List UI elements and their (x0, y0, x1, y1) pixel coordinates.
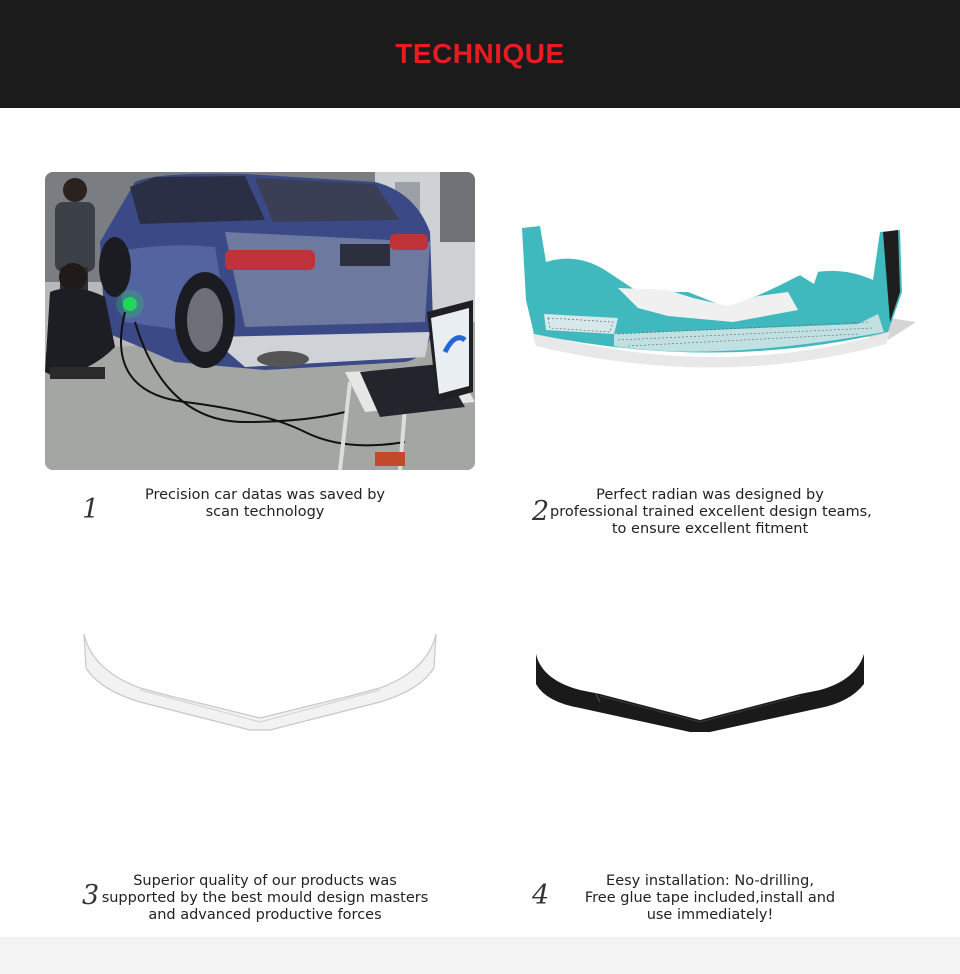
caption-4 (560, 873, 860, 924)
scan-model-bumper (518, 222, 918, 376)
caption-3-line: Superior quality of our products was (133, 873, 397, 889)
caption-2-line: to ensure excellent fitment (611, 521, 809, 537)
white-lip-illustration (80, 630, 440, 740)
caption-3-line: and advanced productive forces (148, 907, 382, 923)
caption-2-line: professional trained excellent design teams, (550, 504, 872, 520)
white-front-lip (80, 630, 440, 744)
caption-4-line: use immediately! (646, 907, 774, 923)
caption-4-line: Free glue tape included,install and (584, 890, 836, 906)
footer-strip (0, 937, 960, 974)
scan-model-illustration (518, 222, 918, 372)
caption-1-line: scan technology (205, 504, 325, 520)
caption-4-line: Eesy installation: No-drilling, (606, 873, 814, 889)
caption-2-line: Perfect radian was designed by (596, 487, 824, 503)
caption-1 (115, 487, 415, 521)
caption-3 (100, 873, 430, 924)
step-number-2: 2 (532, 496, 550, 527)
scan-photo-illustration (45, 172, 475, 470)
step-number-4: 4 (532, 880, 550, 911)
scan-photo (45, 172, 475, 470)
header-banner (0, 0, 960, 108)
caption-1-line: Precision car datas was saved by (144, 487, 385, 503)
page-title: TECHNIQUE (395, 38, 565, 69)
caption-3-line: supported by the best mould design masters (101, 890, 429, 906)
caption-2 (550, 487, 870, 538)
black-lip-illustration (530, 650, 870, 740)
step-number-1: 1 (82, 494, 100, 525)
black-front-lip (530, 650, 870, 744)
step-number-3: 3 (82, 880, 100, 911)
